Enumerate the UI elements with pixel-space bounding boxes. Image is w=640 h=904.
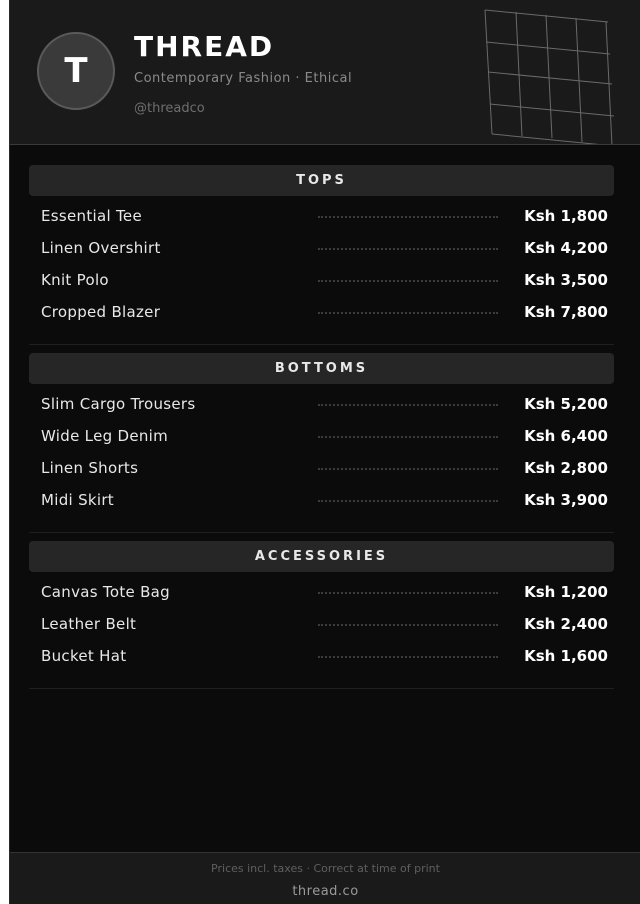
section-divider [29,688,614,689]
list-item [29,576,614,608]
footer-note: Prices incl. taxes · Correct at time of print [211,862,440,875]
list-item [29,484,614,516]
dot-leader [318,624,498,626]
list-item [29,640,614,672]
section-bottoms [29,353,614,516]
list-item [29,420,614,452]
footer-website: thread.co [292,884,359,899]
dot-leader [318,404,498,406]
social-handle: @threadco [134,101,205,116]
menu-page [9,0,640,904]
section-tops [29,165,614,328]
list-item [29,232,614,264]
header [10,0,640,145]
item-price: Ksh 2,800 [524,459,608,477]
grid-decoration-icon [480,8,630,145]
list-item [29,608,614,640]
item-name: Linen Shorts [41,459,139,477]
item-price: Ksh 4,200 [524,239,608,257]
item-price: Ksh 6,400 [524,427,608,445]
tagline: Contemporary Fashion · Ethical [134,71,353,86]
section-divider [29,532,614,533]
dot-leader [318,468,498,470]
item-name: Leather Belt [41,615,137,633]
dot-leader [318,500,498,502]
item-name: Knit Polo [41,271,109,289]
item-name: Slim Cargo Trousers [41,395,196,413]
footer [10,852,640,904]
section-divider [29,344,614,345]
item-price: Ksh 1,200 [524,583,608,601]
item-name: Cropped Blazer [41,303,161,321]
section-title: TOPS [29,165,614,196]
item-name: Midi Skirt [41,491,114,509]
list-item [29,452,614,484]
section-title: ACCESSORIES [29,541,614,572]
item-name: Linen Overshirt [41,239,161,257]
dot-leader [318,592,498,594]
item-name: Wide Leg Denim [41,427,169,445]
item-price: Ksh 7,800 [524,303,608,321]
section-title: BOTTOMS [29,353,614,384]
dot-leader [318,656,498,658]
list-item [29,200,614,232]
item-price: Ksh 2,400 [524,615,608,633]
item-price: Ksh 1,600 [524,647,608,665]
list-item [29,388,614,420]
dot-leader [318,280,498,282]
dot-leader [318,248,498,250]
item-price: Ksh 5,200 [524,395,608,413]
item-name: Canvas Tote Bag [41,583,170,601]
item-price: Ksh 3,900 [524,491,608,509]
item-price: Ksh 3,500 [524,271,608,289]
list-item [29,296,614,328]
item-name: Essential Tee [41,207,142,225]
list-item [29,264,614,296]
item-name: Bucket Hat [41,647,127,665]
dot-leader [318,436,498,438]
dot-leader [318,312,498,314]
dot-leader [318,216,498,218]
brand-title: THREAD [134,30,275,63]
section-accessories [29,541,614,672]
avatar: T [37,32,115,110]
item-price: Ksh 1,800 [524,207,608,225]
